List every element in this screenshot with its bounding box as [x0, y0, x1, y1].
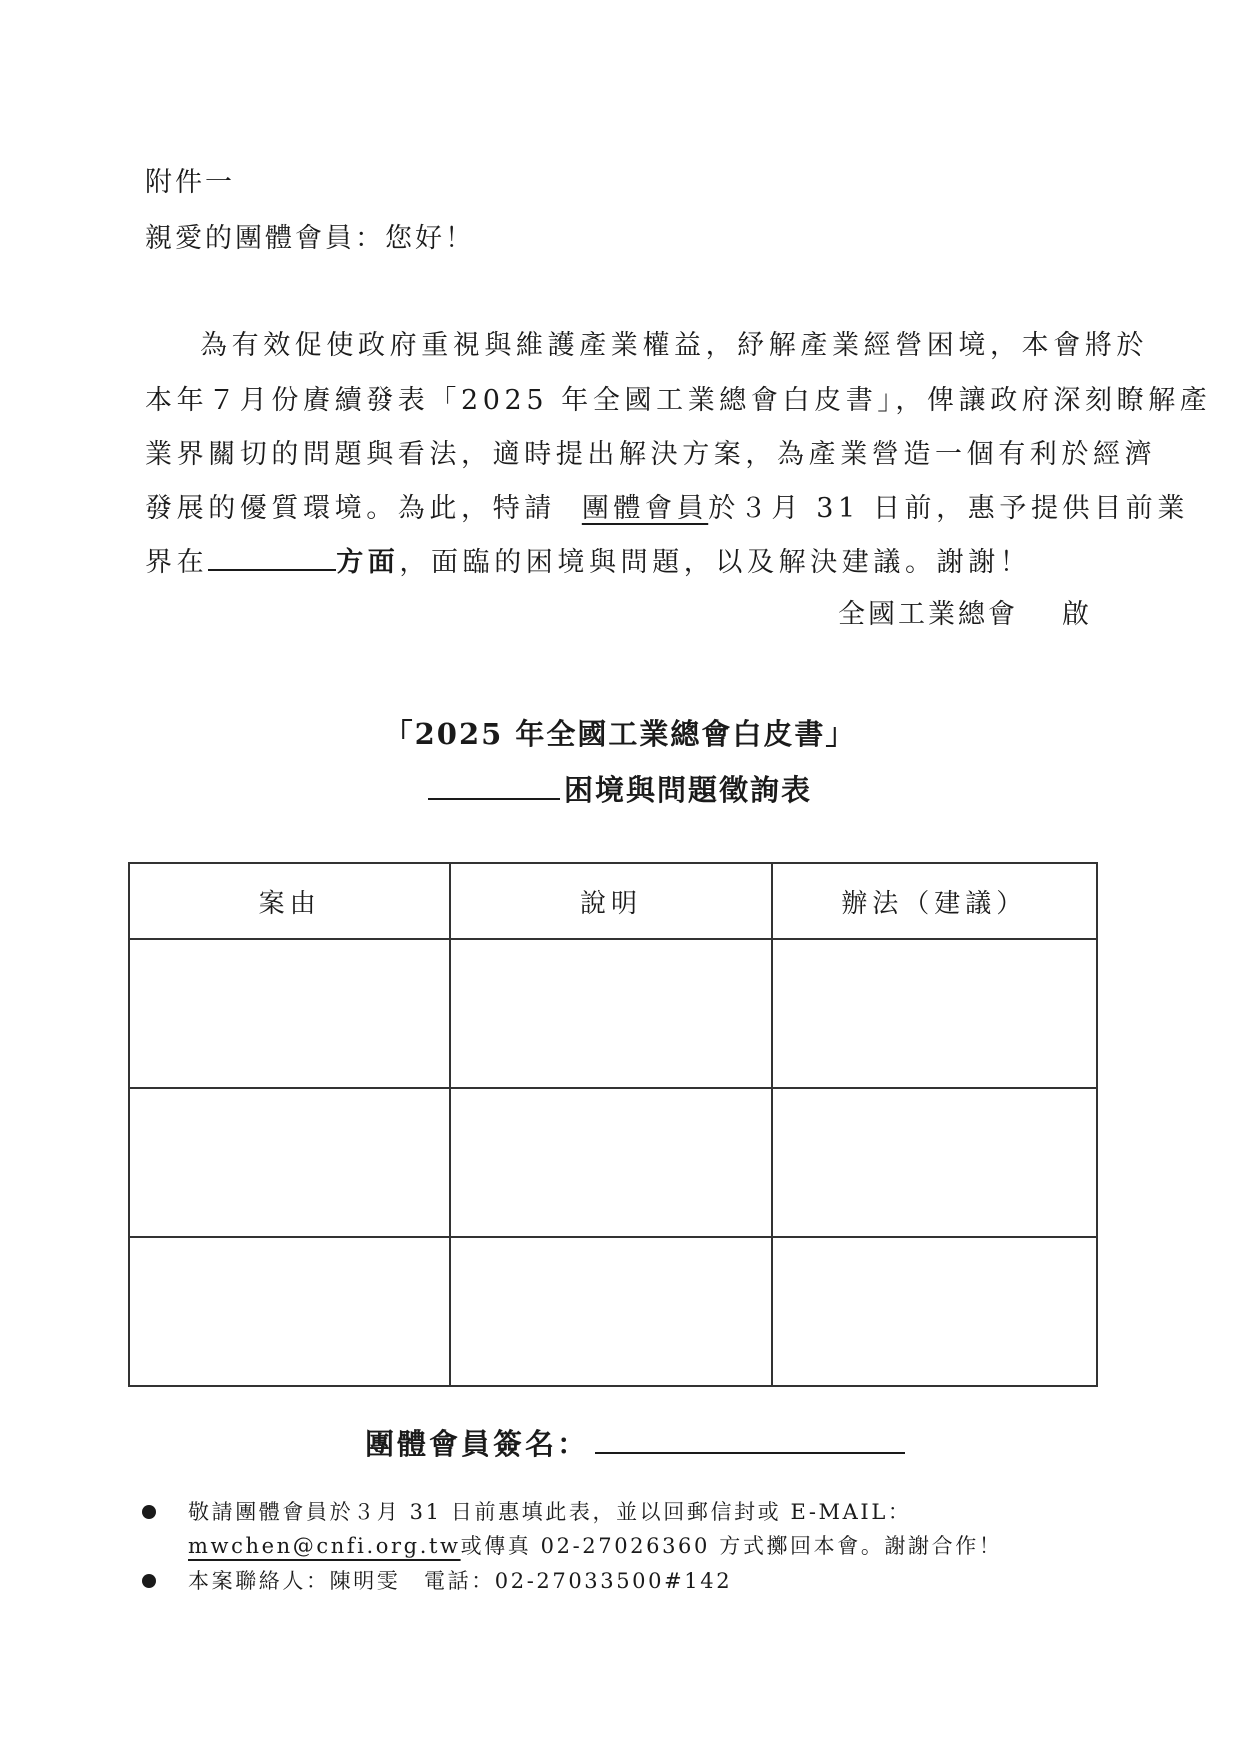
- table-row: [129, 1237, 1097, 1386]
- paragraph-line-4: [145, 486, 1189, 525]
- greeting: 親愛的團體會員：您好！: [145, 223, 475, 254]
- sender-suffix: 啟: [1062, 599, 1092, 630]
- paragraph-line-3: 業界關切的問題與看法，適時提出解決方案，為產業營造一個有利於經濟: [145, 439, 1157, 470]
- table-cell[interactable]: [129, 939, 450, 1088]
- form-subtitle: 困境與問題徵詢表: [563, 773, 812, 807]
- form-title: 「2025 年全國工業總會白皮書」: [383, 717, 857, 751]
- table-row: [129, 1088, 1097, 1237]
- signature-row: [365, 1422, 905, 1463]
- form-subtitle-row: [0, 768, 1240, 809]
- paragraph-line-1: 為有效促使政府重視與維護產業權益，紓解產業經營困境，本會將於: [200, 330, 1148, 361]
- table-cell[interactable]: [450, 1088, 771, 1237]
- subtitle-blank[interactable]: [428, 774, 560, 800]
- signature-line[interactable]: [595, 1426, 905, 1454]
- sender: [838, 592, 1092, 631]
- note-line-2-end: 或傳真 02-27026360 方式擲回本會。謝謝合作！: [460, 1534, 1003, 1558]
- signature-label: 團體會員簽名：: [365, 1427, 590, 1461]
- table-cell[interactable]: [450, 1237, 771, 1386]
- table-cell[interactable]: [772, 939, 1097, 1088]
- table-cell[interactable]: [772, 1088, 1097, 1237]
- paragraph-line-4-start: 發展的優質環境。為此，特請: [145, 493, 556, 524]
- column-header-description: 說明: [450, 863, 771, 939]
- member-underlined: 團體會員: [581, 493, 709, 524]
- email-link[interactable]: mwchen@cnfi.org.tw: [188, 1534, 461, 1558]
- table-cell[interactable]: [772, 1237, 1097, 1386]
- paragraph-line-5-end: ，面臨的困境與問題，以及解決建議。謝謝！: [399, 547, 1032, 578]
- column-header-suggestion: 辦法（建議）: [772, 863, 1097, 939]
- bullet-icon: [142, 1505, 156, 1519]
- table-cell[interactable]: [450, 939, 771, 1088]
- bullet-icon: [142, 1574, 156, 1588]
- paragraph-line-5: [145, 540, 1031, 579]
- attachment-label: 附件一: [145, 167, 235, 198]
- table-cell[interactable]: [129, 1088, 450, 1237]
- table-header-row: [129, 863, 1097, 939]
- note-line-1: 敬請團體會員於３月 31 日前惠填此表，並以回郵信封或 E-MAIL：: [188, 1500, 912, 1524]
- inquiry-table: [128, 862, 1098, 1387]
- contact-line: 本案聯絡人：陳明雯 電話：02-27033500#142: [188, 1569, 733, 1593]
- column-header-case: 案由: [129, 863, 450, 939]
- sender-name: 全國工業總會: [838, 599, 1018, 630]
- table-cell[interactable]: [129, 1237, 450, 1386]
- table-row: [129, 939, 1097, 1088]
- aspect-blank[interactable]: [208, 547, 336, 571]
- note-line-2: [188, 1530, 1002, 1560]
- paragraph-line-4-end: 於３月 31 日前，惠予提供目前業: [708, 493, 1189, 524]
- paragraph-line-5-start: 界在: [145, 547, 209, 578]
- aspect-bold: 方面: [336, 547, 400, 578]
- paragraph-line-2: 本年７月份賡續發表「2025 年全國工業總會白皮書」，俾讓政府深刻瞭解產: [145, 385, 1212, 416]
